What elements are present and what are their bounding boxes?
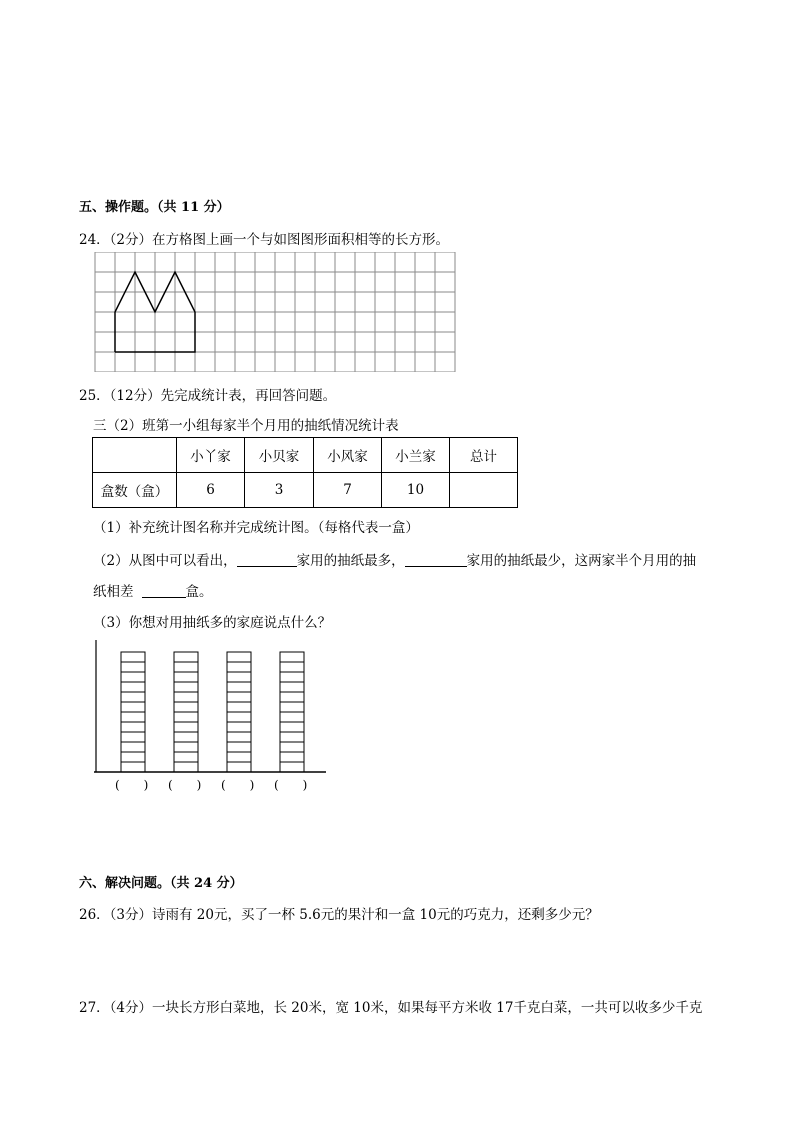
sub-question-2-part-a: （2）从图中可以看出， bbox=[93, 553, 237, 569]
answer-blank-least[interactable] bbox=[405, 552, 467, 567]
chart-label: ( ) bbox=[221, 778, 255, 792]
answer-blank-difference[interactable] bbox=[142, 583, 186, 598]
sub-question-2-part-b: 家用的抽纸最多， bbox=[296, 553, 405, 569]
question-26: 26．（3分）诗雨有 20元，买了一杯 5.6元的果汁和一盒 10元的巧克力，还剩多少元？ bbox=[79, 907, 599, 923]
sub-question-2-part-e: 盒。 bbox=[185, 584, 213, 600]
sub-question-3: （3）你想对用抽纸多的家庭说点什么？ bbox=[93, 615, 332, 631]
section-5-title: 五、操作题。（共 11 分） bbox=[79, 200, 230, 215]
sub-question-1: （1）补充统计图名称并完成统计图。（每格代表一盒） bbox=[93, 520, 419, 536]
section-6-title: 六、解决问题。（共 24 分） bbox=[79, 876, 243, 891]
table-header-cell: 小丫家 bbox=[177, 438, 245, 473]
table-header-cell: 总计 bbox=[450, 438, 518, 473]
sub-question-2-part-c: 家用的抽纸最少，这两家半个月用的抽 bbox=[466, 553, 697, 569]
chart-label: ( ) bbox=[274, 778, 308, 792]
question-25: 25．（12分）先完成统计表，再回答问题。 bbox=[79, 388, 337, 404]
question-24: 24．（2分）在方格图上画一个与如图图形面积相等的长方形。 bbox=[79, 232, 450, 248]
answer-blank-most[interactable] bbox=[237, 552, 297, 567]
sub-question-2-part-d: 纸相差 bbox=[93, 584, 134, 600]
chart-label: ( ) bbox=[168, 778, 202, 792]
table-header-cell: 小贝家 bbox=[245, 438, 314, 473]
table-cell: 7 bbox=[314, 473, 382, 508]
table-header-row bbox=[93, 438, 518, 473]
table-cell: 6 bbox=[177, 473, 245, 508]
table-cell: 10 bbox=[382, 473, 450, 508]
table-row bbox=[93, 473, 518, 508]
table-header-cell: 小兰家 bbox=[382, 438, 450, 473]
question-27: 27．（4分）一块长方形白菜地，长 20米，宽 10米，如果每平方米收 17千克白菜，一共可以收多少千克 bbox=[79, 1000, 703, 1016]
sub-question-2-continued bbox=[93, 580, 213, 600]
grid-figure bbox=[94, 252, 456, 372]
table-cell: 3 bbox=[245, 473, 314, 508]
table-row-label: 盒数（盒） bbox=[93, 473, 177, 508]
table-title: 三（2）班第一小组每家半个月用的抽纸情况统计表 bbox=[93, 418, 399, 434]
table-header-cell: 小风家 bbox=[314, 438, 382, 473]
table-header-blank bbox=[93, 438, 177, 473]
statistics-table bbox=[92, 437, 518, 508]
sub-question-2 bbox=[93, 549, 696, 569]
table-cell-total bbox=[450, 473, 518, 508]
chart-label: ( ) bbox=[115, 778, 149, 792]
blank-bar-chart bbox=[90, 640, 330, 776]
